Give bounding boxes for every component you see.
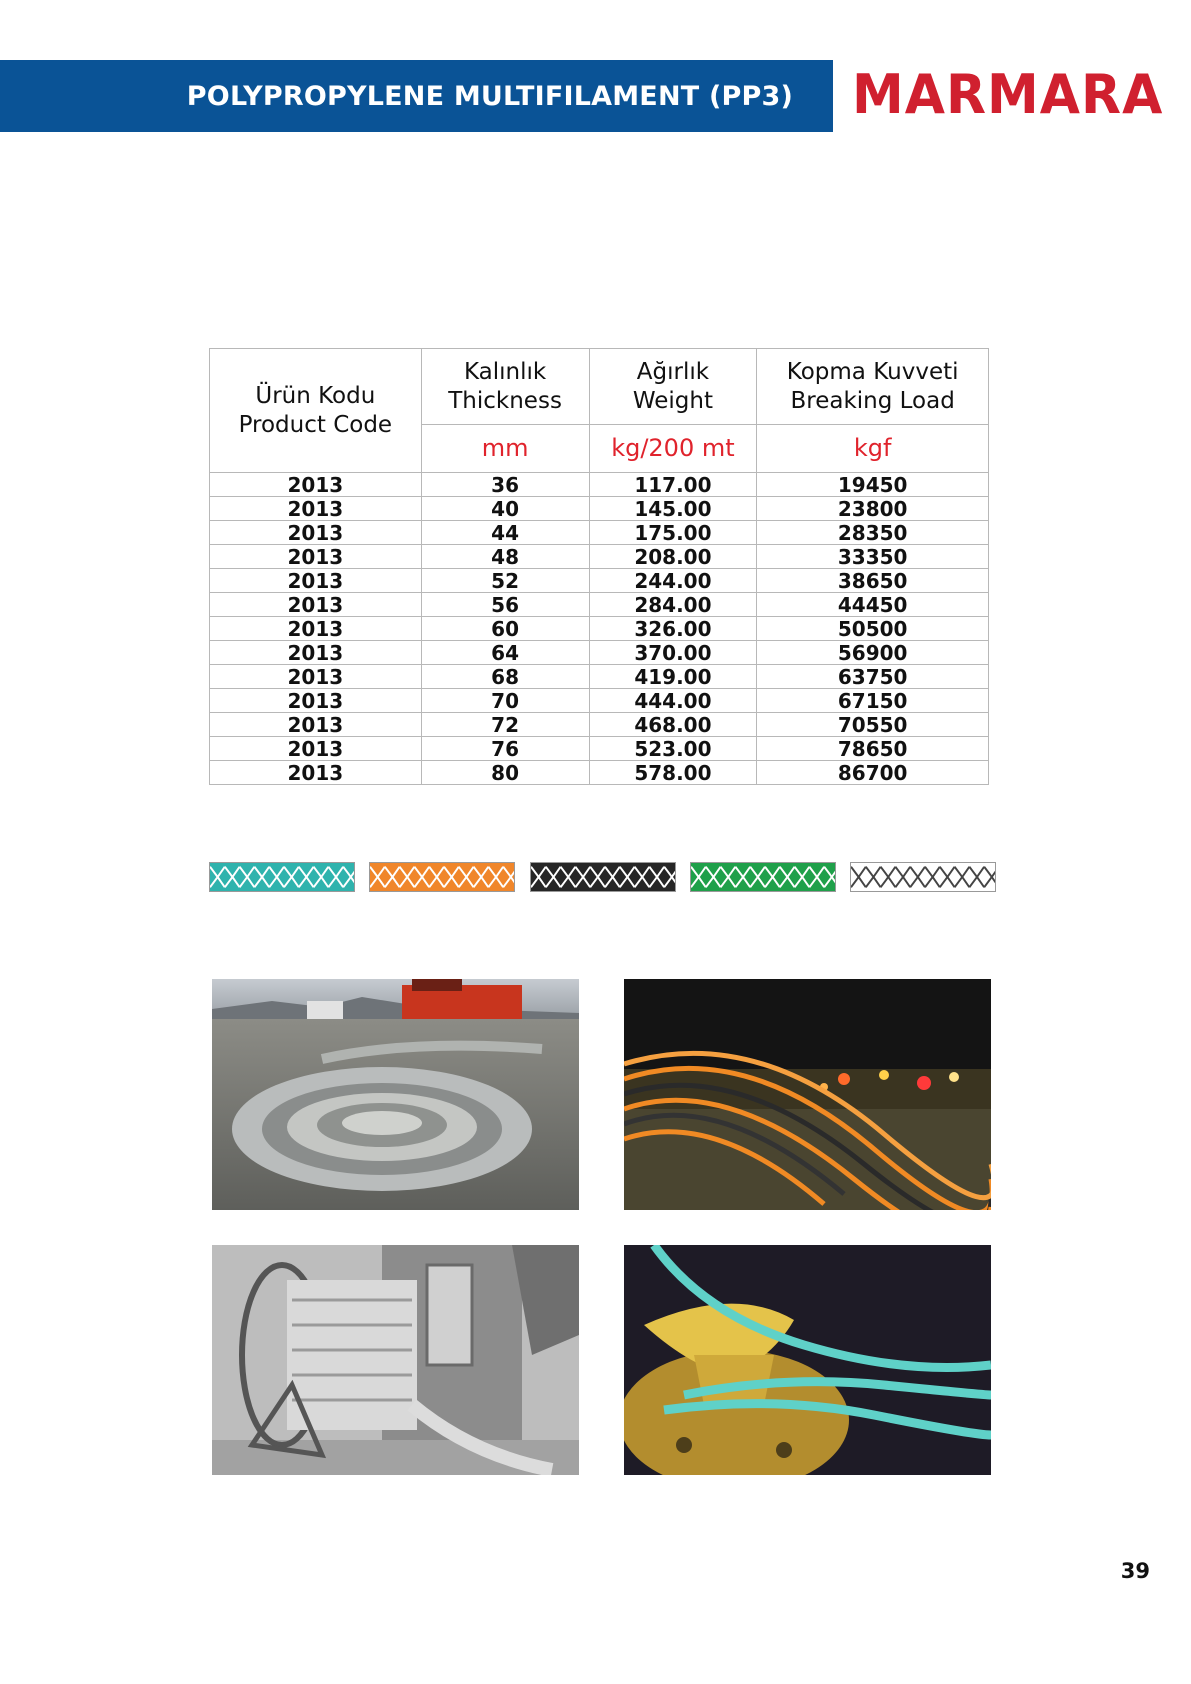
cell-weight: 175.00 [589,521,757,545]
table-row [210,593,989,617]
cell-breaking-load: 86700 [757,761,989,785]
cell-thickness: 76 [421,737,589,761]
marmara-logo: MARMARA [852,63,1164,127]
cell-product-code: 2013 [210,473,422,497]
cell-product-code: 2013 [210,593,422,617]
rope-swatch-turquoise [209,862,355,892]
cell-thickness: 80 [421,761,589,785]
cell-thickness: 56 [421,593,589,617]
cell-thickness: 70 [421,689,589,713]
cell-thickness: 60 [421,617,589,641]
cell-breaking-load: 28350 [757,521,989,545]
header-breaking-load: Kopma Kuvveti Breaking Load [757,349,989,425]
cell-product-code: 2013 [210,737,422,761]
orange-black-rope-night-photo [624,979,991,1210]
cell-weight: 117.00 [589,473,757,497]
spec-table [209,348,989,785]
cell-thickness: 36 [421,473,589,497]
rope-swatch-orange [369,862,515,892]
unit-thickness: mm [421,425,589,473]
cell-breaking-load: 67150 [757,689,989,713]
cell-product-code: 2013 [210,713,422,737]
table-row [210,521,989,545]
cell-breaking-load: 44450 [757,593,989,617]
rope-swatch-white [850,862,996,892]
cell-product-code: 2013 [210,545,422,569]
table-row [210,473,989,497]
cell-breaking-load: 70550 [757,713,989,737]
cell-breaking-load: 78650 [757,737,989,761]
cell-product-code: 2013 [210,665,422,689]
cell-product-code: 2013 [210,761,422,785]
cell-weight: 523.00 [589,737,757,761]
cell-product-code: 2013 [210,521,422,545]
cell-product-code: 2013 [210,641,422,665]
table-row [210,737,989,761]
header-thickness: Kalınlık Thickness [421,349,589,425]
header-weight: Ağırlık Weight [589,349,757,425]
header-product-code: Ürün Kodu Product Code [210,349,422,473]
cell-product-code: 2013 [210,569,422,593]
cell-weight: 444.00 [589,689,757,713]
rope-swatch-black [530,862,676,892]
title-bar [0,60,833,132]
cell-weight: 370.00 [589,641,757,665]
cell-thickness: 40 [421,497,589,521]
table-row [210,545,989,569]
rope-swatch-green [690,862,836,892]
cell-thickness: 48 [421,545,589,569]
cell-weight: 326.00 [589,617,757,641]
table-row [210,761,989,785]
coiled-grey-rope-photo [212,979,579,1210]
table-row [210,689,989,713]
cell-product-code: 2013 [210,497,422,521]
cell-weight: 208.00 [589,545,757,569]
cell-weight: 419.00 [589,665,757,689]
cell-weight: 284.00 [589,593,757,617]
cell-thickness: 52 [421,569,589,593]
cell-breaking-load: 56900 [757,641,989,665]
table-row [210,713,989,737]
rope-reel-photo [212,1245,579,1475]
table-row [210,617,989,641]
cell-weight: 145.00 [589,497,757,521]
cell-thickness: 68 [421,665,589,689]
turquoise-rope-bollard-photo [624,1245,991,1475]
page-number: 39 [1120,1559,1150,1583]
cell-thickness: 64 [421,641,589,665]
cell-breaking-load: 23800 [757,497,989,521]
unit-breaking-load: kgf [757,425,989,473]
cell-weight: 468.00 [589,713,757,737]
cell-breaking-load: 19450 [757,473,989,497]
cell-breaking-load: 63750 [757,665,989,689]
spec-table-body [210,473,989,785]
cell-weight: 578.00 [589,761,757,785]
cell-breaking-load: 50500 [757,617,989,641]
table-row [210,497,989,521]
table-row [210,665,989,689]
unit-weight: kg/200 mt [589,425,757,473]
cell-product-code: 2013 [210,617,422,641]
cell-thickness: 44 [421,521,589,545]
table-row [210,641,989,665]
cell-weight: 244.00 [589,569,757,593]
cell-product-code: 2013 [210,689,422,713]
cell-breaking-load: 33350 [757,545,989,569]
cell-thickness: 72 [421,713,589,737]
page-title: POLYPROPYLENE MULTIFILAMENT (PP3) [186,80,793,112]
table-row [210,569,989,593]
cell-breaking-load: 38650 [757,569,989,593]
